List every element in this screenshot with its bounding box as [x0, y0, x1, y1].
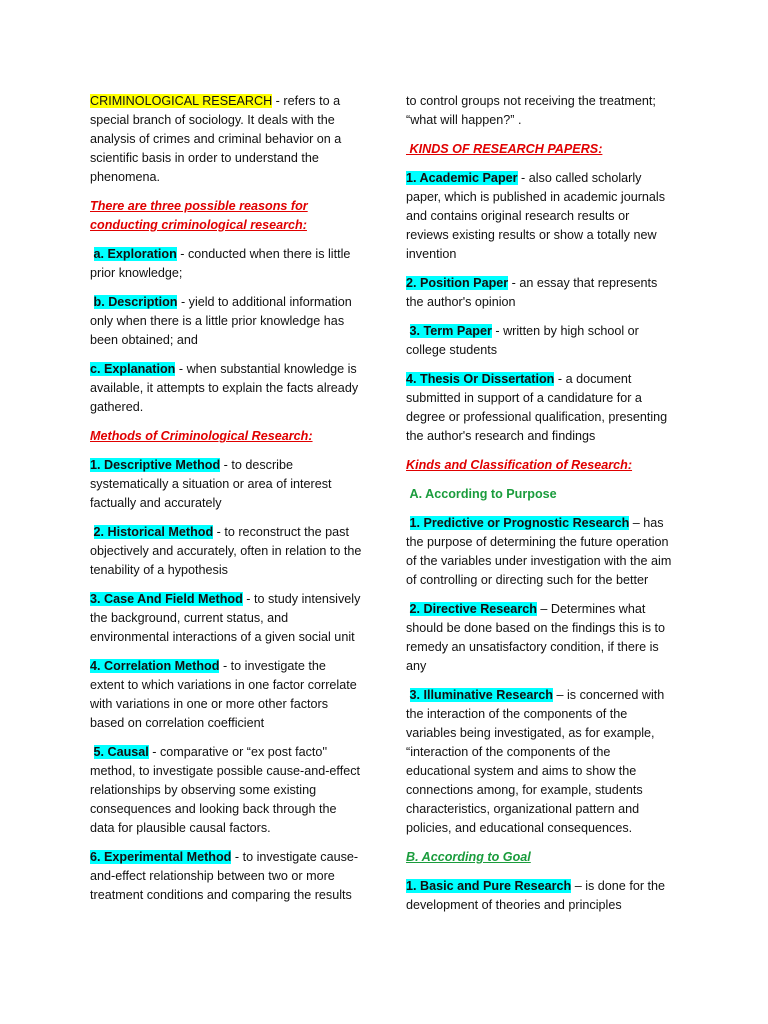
reason-text: - when substantial knowledge is available, it attempts to explain the facts already gathered.: [90, 362, 359, 414]
intro-paragraph: [90, 92, 362, 187]
method-historical: [90, 523, 362, 580]
reasons-heading: There are three possible reasons for conducting criminological research:: [90, 199, 308, 232]
method-text: - to investigate cause-and-effect relationship between two or more treatment conditions and comparing the results: [90, 850, 359, 902]
paper-academic: [406, 169, 674, 264]
method-term: 6. Experimental Method: [90, 850, 232, 864]
method-correlation: [90, 657, 362, 733]
paper-term: 1. Academic Paper: [406, 171, 518, 185]
purpose-text: – Determines what should be done based on the findings this is to remedy an unsatisfactory condition, if there is any: [406, 602, 666, 673]
goal-basic-pure: [406, 877, 674, 915]
reason-exploration: [90, 245, 362, 283]
method-term: 3. Case And Field Method: [90, 592, 243, 606]
paper-text: - an essay that represents the author's opinion: [406, 276, 658, 309]
paper-term: 3. Term Paper: [409, 324, 492, 338]
paper-term: 2. Position Paper: [406, 276, 509, 290]
paper-text: - written by high school or college students: [406, 324, 639, 357]
reason-explanation: [90, 360, 362, 417]
purpose-term: 2. Directive Research: [409, 602, 537, 616]
reason-term: b. Description: [93, 295, 178, 309]
paper-thesis: [406, 370, 674, 446]
reason-term: a. Exploration: [93, 247, 177, 261]
purpose-term: 1. Predictive or Prognostic Research: [409, 516, 630, 530]
purpose-text: – is concerned with the interaction of the components of the variables being investigated, as for example, “interaction of the components of the educational system and aims to show the connections among, for example, students characteristics, organizational pattern and policies, and educational consequences.: [406, 688, 665, 835]
reason-text: - yield to additional information only when there is a little prior knowledge has been obtained; and: [90, 295, 352, 347]
goal-heading: B. According to Goal: [406, 850, 531, 864]
kinds-heading: Kinds and Classification of Research:: [406, 458, 633, 472]
papers-heading: KINDS OF RESEARCH PAPERS:: [409, 142, 603, 156]
purpose-heading: A. According to Purpose: [409, 487, 557, 501]
method-text: - to reconstruct the past objectively and accurately, often in relation to the tenability of a hypothesis: [90, 525, 362, 577]
goal-term: 1. Basic and Pure Research: [406, 879, 572, 893]
purpose-text: – has the purpose of determining the future operation of the variables under investigation with the aim of controlling or directing such for the better: [406, 516, 672, 587]
left-column: [90, 92, 362, 915]
method-term: 2. Historical Method: [93, 525, 214, 539]
paper-term: 4. Thesis Or Dissertation: [406, 372, 555, 386]
paper-position: [406, 274, 674, 312]
purpose-predictive: [406, 514, 674, 590]
purpose-term: 3. Illuminative Research: [409, 688, 553, 702]
reason-term: c. Explanation: [90, 362, 176, 376]
method-causal: [90, 743, 362, 838]
reason-description: [90, 293, 362, 350]
paper-text: - also called scholarly paper, which is published in academic journals and contains original research results or reviews existing results or show a totally new invention: [406, 171, 666, 261]
method-descriptive: [90, 456, 362, 513]
continuation-text: to control groups not receiving the treatment; “what will happen?” .: [406, 94, 656, 127]
method-term: 1. Descriptive Method: [90, 458, 221, 472]
goal-text: – is done for the development of theories and principles: [406, 879, 666, 912]
purpose-illuminative: [406, 686, 674, 838]
method-term: 5. Causal: [93, 745, 149, 759]
method-text: - to describe systematically a situation or area of interest factually and accurately: [90, 458, 332, 510]
criminological-research-term: CRIMINOLOGICAL RESEARCH: [90, 94, 273, 108]
paper-text: - a document submitted in support of a candidature for a degree or professional qualification, presenting the author's research and findings: [406, 372, 668, 443]
method-case-field: [90, 590, 362, 647]
purpose-directive: [406, 600, 674, 676]
reason-text: - conducted when there is little prior knowledge;: [90, 247, 351, 280]
paper-term-paper: [406, 322, 674, 360]
intro-text: - refers to a special branch of sociology. It deals with the analysis of crimes and criminal behavior on a scientific basis in order to understand the phenomena.: [90, 94, 342, 184]
method-text: - to study intensively the background, current status, and environmental interactions of a given social unit: [90, 592, 361, 644]
method-experimental: [90, 848, 362, 905]
methods-heading: Methods of Criminological Research:: [90, 429, 313, 443]
right-column: [406, 92, 674, 925]
method-term: 4. Correlation Method: [90, 659, 220, 673]
method-text: - to investigate the extent to which variations in one factor correlate with variations in one or more other factors based on correlation coefficient: [90, 659, 357, 730]
method-text: - comparative or “ex post facto'' method, to investigate possible cause-and-effect relationships by observing some existing consequences and looking back through the data for plausible causal factors.: [90, 745, 360, 835]
